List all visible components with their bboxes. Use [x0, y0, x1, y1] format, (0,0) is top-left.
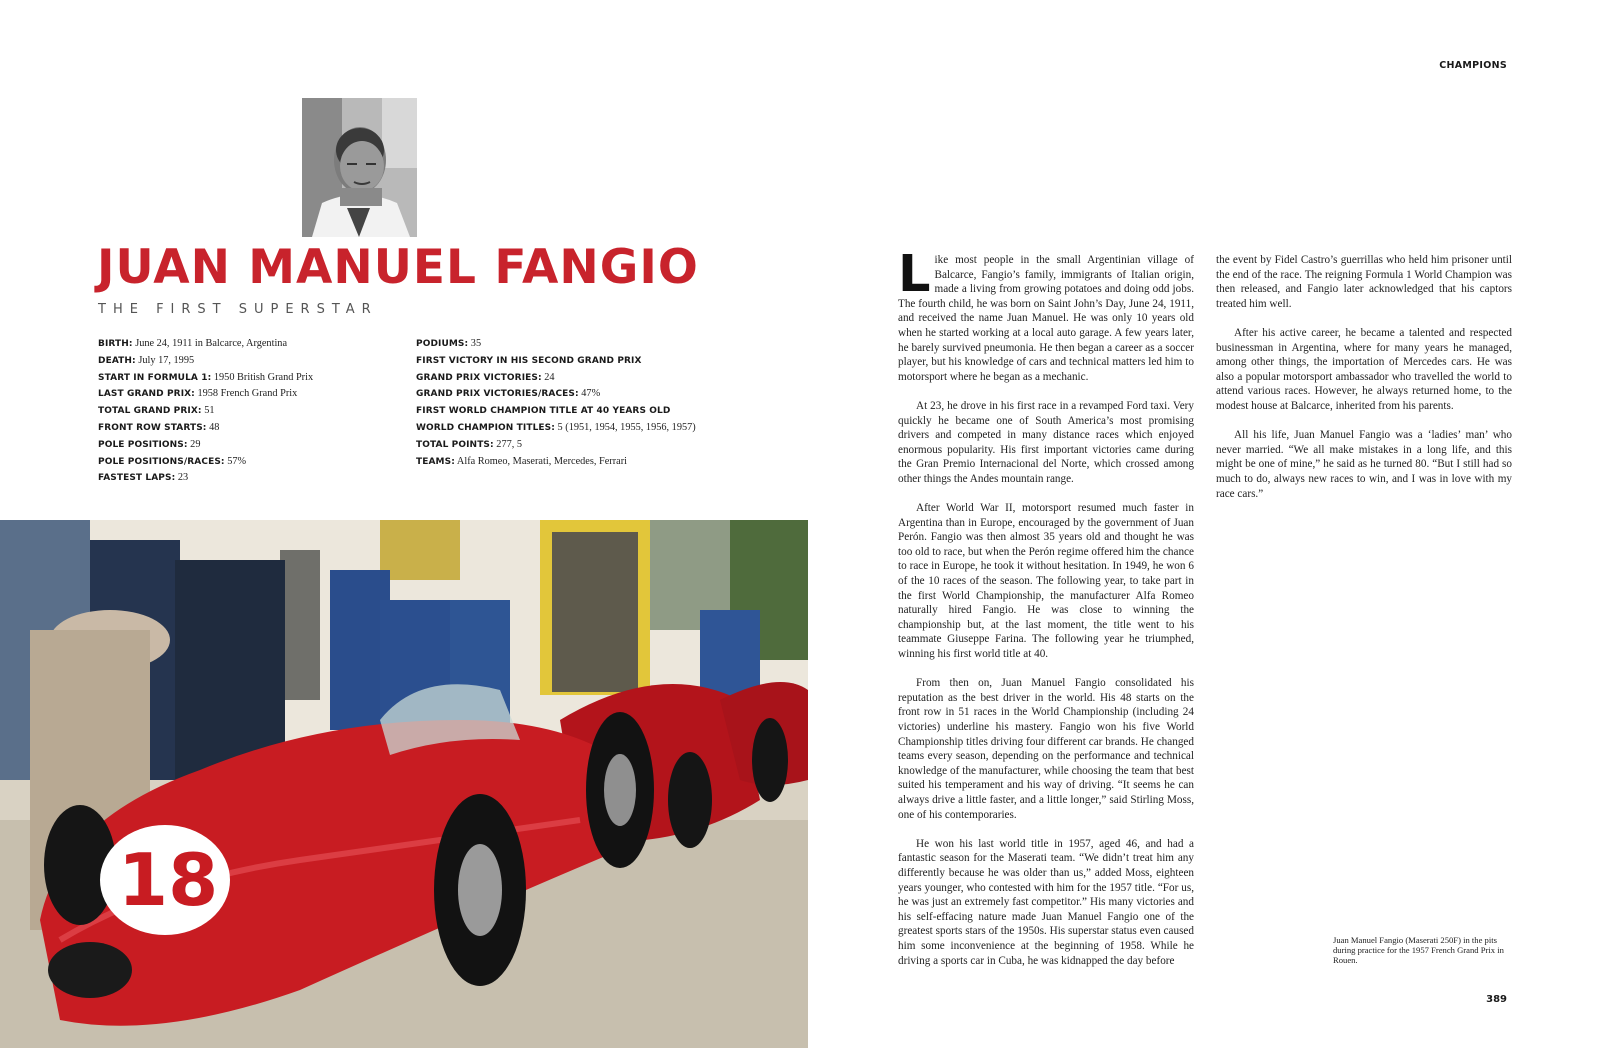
stat-value: 51 [204, 405, 215, 417]
paragraph-text: ike most people in the small Argentinian village of Balcarce, Fangio’s family, immigrants of Italian origin, made a living from growing potatoes and doing odd jobs. The fourth child, he was born on Saint John’s Day, June 24, 1911, and received the name Juan Manuel. He was only 10 years old when he started working at a local auto garage. A few years later, he barely survived pneumonia. He then began a career as a soccer player, but his knowledge of cars and technical matters led him to motorsport where he began as a mechanic. [898, 254, 1194, 383]
stat-value: 5 (1951, 1954, 1955, 1956, 1957) [557, 421, 696, 433]
stat-item [416, 386, 786, 403]
stat-item [98, 353, 398, 370]
stat-label: POLE POSITIONS/RACES: [98, 456, 225, 467]
stat-item [98, 470, 398, 487]
stat-label: POLE POSITIONS: [98, 439, 188, 450]
stat-value: 57% [227, 455, 247, 467]
stat-item [416, 454, 786, 471]
stats-list-right [416, 336, 786, 470]
body-column-1 [898, 245, 1194, 983]
stat-label: FRONT ROW STARTS: [98, 422, 207, 433]
body-paragraph: the event by Fidel Castro’s guerrillas who held him prisoner until the end of the race. The reigning Formula 1 World Champion was then released, and Fangio later acknowledged that his captors treated him well. [1216, 254, 1512, 310]
body-paragraph: All his life, Juan Manuel Fangio was a ‘ladies’ man’ who never married. “We all make mistakes in a long life, and this might be one of mine,” he said as he turned 80. “But I still had so much to do, always new races to win, and I was in love with my race cars.” [1216, 429, 1512, 500]
section-label: CHAMPIONS [1439, 60, 1507, 71]
stat-label: TOTAL POINTS: [416, 439, 494, 450]
stat-item [416, 437, 786, 454]
body-paragraph: He won his last world title in 1957, aged 46, and had a fantastic season for the Maserati team. “We didn’t treat him any differently because he was older than us,” added Moss, eighteen years younger, who contested with him for the 1957 title. “For us, he was just an extremely fast competitor.” His many victories and his self-effacing nature made Juan Manuel Fangio one of the greatest sports stars of the 1950s. His superstar status even caused him some inconvenience at the beginning of 1958. While he driving a sports car in Cuba, he was kidnapped the day before [898, 837, 1194, 967]
stat-label: LAST GRAND PRIX: [98, 389, 195, 400]
stat-item [416, 353, 786, 370]
page-title: JUAN MANUEL FANGIO [97, 240, 699, 295]
stat-value: 277, 5 [496, 438, 523, 450]
stat-label: GRAND PRIX VICTORIES: [416, 372, 542, 383]
body-paragraph: From then on, Juan Manuel Fangio consolidated his reputation as the best driver in the world. His 48 starts on the front row in 51 races in the World Championship (including 24 victories) underline his mastery. Fangio won his five World Championship titles driving four different car brands. He changed teams every season, depending on the performance and technical knowledge of the manufacturer, while choosing the team that best suited his temperament and his way of driving. “It seems he can always drive a little faster, and a little longer,” said Stirling Moss, one of his contemporaries. [898, 677, 1194, 821]
page-number: 389 [1486, 994, 1507, 1005]
stat-item [416, 403, 786, 420]
stat-label: START IN FORMULA 1: [98, 372, 212, 383]
stat-label: TOTAL GRAND PRIX: [98, 406, 202, 417]
stat-item [98, 370, 398, 387]
body-paragraph: At 23, he drove in his first race in a revamped Ford taxi. Very quickly he became one of South America’s most promising drivers and competed in many distance races which enjoyed enormous popularity. His first important victories came during the Gran Premio Internacional del Norte, which crossed among other things the Andes mountain range. [898, 399, 1194, 485]
stat-label: FASTEST LAPS: [98, 473, 176, 484]
stats-list-left [98, 336, 398, 487]
stat-label: FIRST VICTORY IN HIS SECOND GRAND PRIX [416, 355, 642, 366]
stat-value: July 17, 1995 [138, 354, 195, 366]
stat-label: DEATH: [98, 355, 136, 366]
stat-label: WORLD CHAMPION TITLES: [416, 422, 555, 433]
car-number: 18 [118, 838, 219, 922]
stat-item [416, 420, 786, 437]
stat-item [98, 386, 398, 403]
body-paragraph [898, 245, 1194, 384]
drop-cap: L [898, 245, 931, 304]
right-page [800, 0, 1600, 1048]
page-subtitle: THE FIRST SUPERSTAR [98, 302, 378, 317]
stat-value: 48 [209, 421, 220, 433]
stat-value: Alfa Romeo, Maserati, Mercedes, Ferrari [456, 455, 628, 467]
stat-item [98, 336, 398, 353]
stat-value: 23 [177, 472, 189, 484]
stat-value: 1950 British Grand Prix [213, 371, 314, 383]
maserati-pit-photo [0, 520, 808, 1048]
stat-value: 1958 French Grand Prix [197, 388, 298, 400]
stat-item [416, 336, 786, 353]
stat-item [416, 370, 786, 387]
stat-value: 29 [190, 438, 201, 450]
photo-caption: Juan Manuel Fangio (Maserati 250F) in the pits during practice for the 1957 French Grand Prix in Rouen. [1333, 935, 1504, 966]
stat-label: PODIUMS: [416, 339, 469, 349]
fangio-portrait-photo [302, 98, 417, 237]
stat-value: 24 [544, 371, 555, 383]
stat-value: June 24, 1911 in Balcarce, Argentina [135, 338, 288, 349]
stat-item [98, 437, 398, 454]
stat-value: 47% [581, 388, 601, 400]
body-paragraph: After his active career, he became a talented and respected businessman in Argentina, where for many years he managed, among other things, the importation of Mercedes cars. He was also a popular motorsport ambassador who travelled the world to attend various races. However, he always returned home, to the modest house at Balcarce, inherited from his parents. [1216, 326, 1512, 412]
stat-label: BIRTH: [98, 339, 133, 349]
stat-item [98, 403, 398, 420]
body-column-2 [1216, 253, 1512, 516]
stat-value: 35 [470, 338, 482, 349]
stat-label: TEAMS: [416, 456, 455, 467]
stat-item [98, 454, 398, 471]
body-paragraph: After World War II, motorsport resumed much faster in Argentina than in Europe, encouraged by the government of Juan Perón. Fangio was then almost 35 years old and thought he was too old to race, but when the Perón regime offered him the chance to race in Europe, he took it without hesitation. In 1949, he won 6 of the 10 races of the season. The following year, to take part in the first World Championship, the manufacturer Alfa Romeo naturally hired Fangio. He was close to winning the championship but, at the last moment, the title went to his teammate Giuseppe Farina. The following year he triumphed, winning his first world title at 40. [898, 502, 1194, 661]
stat-item [98, 420, 398, 437]
stat-label: FIRST WORLD CHAMPION TITLE AT 40 YEARS OLD [416, 406, 671, 417]
stat-label: GRAND PRIX VICTORIES/RACES: [416, 389, 579, 400]
